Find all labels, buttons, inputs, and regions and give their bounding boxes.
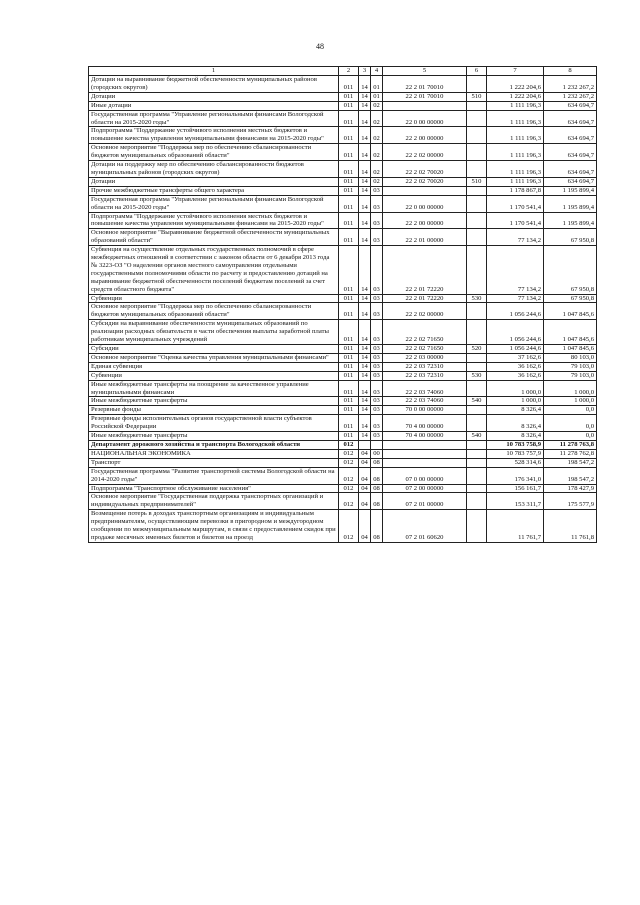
table-row (89, 510, 597, 543)
row-target-code: 22 2 02 71650 (383, 345, 467, 354)
header-row (89, 67, 597, 76)
row-subsection: 03 (371, 415, 383, 432)
row-name: Дотации на поддержку мер по обеспечению сбалансированности бюджетов муниципальных районов (городских округов) (89, 161, 339, 178)
row-target-code: 22 2 03 74060 (383, 380, 467, 397)
row-name: Основное мероприятие "Оценка качества управления муниципальными финансами" (89, 353, 339, 362)
table-row (89, 345, 597, 354)
row-amount-2019: 8 326,4 (487, 432, 544, 441)
row-name: Государственная программа "Развитие транспортной системы Вологодской области на 2014-2020 годы" (89, 467, 339, 484)
row-name: Государственная программа "Управление региональными финансами Вологодской области на 2015-2020 годы" (89, 110, 339, 127)
row-ministry-code: 012 (339, 458, 359, 467)
row-target-code: 22 2 01 72220 (383, 246, 467, 294)
table-row (89, 380, 597, 397)
row-name: Основное мероприятие "Поддержка мер по обеспечению сбалансированности бюджетов муниципальных образований области" (89, 303, 339, 320)
header-cell: 8 (544, 67, 597, 76)
row-ministry-code: 011 (339, 110, 359, 127)
row-expense-type: 540 (467, 397, 487, 406)
row-section: 14 (359, 345, 371, 354)
row-target-code: 07 2 01 00000 (383, 493, 467, 510)
table-row (89, 212, 597, 229)
row-expense-type (467, 362, 487, 371)
row-amount-2020: 1 000,0 (544, 397, 597, 406)
row-target-code: 22 2 01 00000 (383, 229, 467, 246)
row-expense-type: 540 (467, 432, 487, 441)
row-amount-2020: 67 950,8 (544, 246, 597, 294)
row-subsection: 03 (371, 303, 383, 320)
row-expense-type (467, 110, 487, 127)
row-expense-type (467, 195, 487, 212)
row-subsection: 00 (371, 449, 383, 458)
row-name: Основное мероприятие "Государственная поддержка транспортных организаций и индивидуальных предпринимателей" (89, 493, 339, 510)
table-row (89, 493, 597, 510)
row-amount-2020: 175 577,9 (544, 493, 597, 510)
row-target-code: 22 2 00 00000 (383, 127, 467, 144)
table-row (89, 101, 597, 110)
row-name: Иные дотации (89, 101, 339, 110)
row-target-code: 70 4 00 00000 (383, 415, 467, 432)
row-ministry-code: 012 (339, 484, 359, 493)
row-section: 14 (359, 406, 371, 415)
row-target-code (383, 101, 467, 110)
row-subsection: 08 (371, 510, 383, 543)
row-ministry-code: 011 (339, 92, 359, 101)
row-amount-2019: 1 111 196,3 (487, 161, 544, 178)
row-amount-2019: 1 111 196,3 (487, 144, 544, 161)
row-section: 14 (359, 76, 371, 93)
table-row (89, 76, 597, 93)
row-amount-2019: 176 341,0 (487, 467, 544, 484)
row-ministry-code: 011 (339, 127, 359, 144)
row-amount-2019: 1 178 867,8 (487, 186, 544, 195)
row-amount-2020: 178 427,9 (544, 484, 597, 493)
row-expense-type (467, 161, 487, 178)
table-row (89, 458, 597, 467)
row-section: 14 (359, 353, 371, 362)
row-amount-2020: 634 694,7 (544, 101, 597, 110)
row-expense-type (467, 212, 487, 229)
row-expense-type: 530 (467, 371, 487, 380)
row-amount-2020: 1 047 845,6 (544, 320, 597, 345)
row-name: Субвенция на осуществление отдельных государственных полномочий в сфере межбюджетных отношений в соответствии с законом области от 6 декабря 2013 года № 3223-ОЗ "О наделении органов местного самоуправления отдельными государственными полномочиями области по расчету и предоставлению дотаций на выравнивание бюджетной обеспеченности поселений бюджетам поселений за счет средств областного бюджета" (89, 246, 339, 294)
row-subsection: 03 (371, 320, 383, 345)
table-row (89, 294, 597, 303)
table-row (89, 110, 597, 127)
row-ministry-code: 011 (339, 195, 359, 212)
row-ministry-code: 012 (339, 440, 359, 449)
row-amount-2020: 67 950,8 (544, 229, 597, 246)
row-amount-2019: 1 170 541,4 (487, 195, 544, 212)
table-row (89, 362, 597, 371)
row-name: Прочие межбюджетные трансферты общего характера (89, 186, 339, 195)
row-section: 14 (359, 212, 371, 229)
row-amount-2019: 36 162,6 (487, 371, 544, 380)
table-row (89, 144, 597, 161)
row-subsection: 03 (371, 371, 383, 380)
row-amount-2020: 1 047 845,6 (544, 345, 597, 354)
row-amount-2019: 8 326,4 (487, 415, 544, 432)
row-section: 04 (359, 449, 371, 458)
row-ministry-code: 012 (339, 510, 359, 543)
row-section: 14 (359, 362, 371, 371)
row-name: Транспорт (89, 458, 339, 467)
row-ministry-code: 011 (339, 345, 359, 354)
row-section: 14 (359, 320, 371, 345)
row-expense-type: 530 (467, 294, 487, 303)
row-subsection: 02 (371, 161, 383, 178)
table-row (89, 320, 597, 345)
row-target-code: 22 2 03 72310 (383, 371, 467, 380)
row-ministry-code: 012 (339, 449, 359, 458)
row-amount-2019: 1 222 204,6 (487, 76, 544, 93)
row-subsection: 03 (371, 212, 383, 229)
row-subsection: 03 (371, 353, 383, 362)
row-amount-2019: 1 111 196,3 (487, 101, 544, 110)
table-row (89, 246, 597, 294)
row-name: Резервные фонды исполнительных органов государственной власти субъектов Российской Федерации (89, 415, 339, 432)
row-amount-2019: 1 000,0 (487, 397, 544, 406)
row-section: 14 (359, 161, 371, 178)
row-amount-2020: 0,0 (544, 406, 597, 415)
table-row (89, 449, 597, 458)
row-section: 14 (359, 380, 371, 397)
row-amount-2020: 1 195 899,4 (544, 195, 597, 212)
row-amount-2020: 0,0 (544, 415, 597, 432)
table-row (89, 195, 597, 212)
row-ministry-code: 011 (339, 406, 359, 415)
row-name: Подпрограмма "Поддержание устойчивого исполнения местных бюджетов и повышение качества управления муниципальными финансами на 2015-2020 годы" (89, 212, 339, 229)
row-expense-type (467, 467, 487, 484)
row-amount-2019: 36 162,6 (487, 362, 544, 371)
row-subsection: 02 (371, 144, 383, 161)
row-name: Дотации (89, 92, 339, 101)
row-ministry-code: 011 (339, 397, 359, 406)
row-target-code: 22 0 00 00000 (383, 110, 467, 127)
row-subsection: 01 (371, 76, 383, 93)
row-subsection: 02 (371, 101, 383, 110)
row-target-code: 07 0 00 00000 (383, 467, 467, 484)
row-expense-type (467, 229, 487, 246)
row-amount-2019: 77 134,2 (487, 294, 544, 303)
row-section: 14 (359, 92, 371, 101)
row-amount-2020: 1 232 267,2 (544, 92, 597, 101)
row-amount-2019: 10 783 757,9 (487, 449, 544, 458)
row-expense-type (467, 353, 487, 362)
row-expense-type (467, 246, 487, 294)
row-section: 14 (359, 229, 371, 246)
row-ministry-code: 011 (339, 161, 359, 178)
row-amount-2019: 153 311,7 (487, 493, 544, 510)
row-amount-2020: 1 232 267,2 (544, 76, 597, 93)
row-amount-2020: 634 694,7 (544, 161, 597, 178)
row-expense-type: 510 (467, 177, 487, 186)
row-expense-type (467, 493, 487, 510)
row-section: 14 (359, 144, 371, 161)
row-amount-2019: 1 000,0 (487, 380, 544, 397)
row-amount-2020: 80 103,0 (544, 353, 597, 362)
row-expense-type (467, 320, 487, 345)
row-subsection: 08 (371, 484, 383, 493)
row-target-code: 22 2 01 70010 (383, 92, 467, 101)
row-section: 14 (359, 177, 371, 186)
row-ministry-code: 011 (339, 76, 359, 93)
row-subsection: 03 (371, 229, 383, 246)
row-ministry-code: 011 (339, 353, 359, 362)
row-ministry-code: 011 (339, 320, 359, 345)
row-expense-type (467, 101, 487, 110)
row-expense-type (467, 484, 487, 493)
row-section: 14 (359, 303, 371, 320)
row-subsection: 03 (371, 406, 383, 415)
row-amount-2020: 1 195 899,4 (544, 186, 597, 195)
row-name: Резервные фонды (89, 406, 339, 415)
table-row (89, 161, 597, 178)
row-target-code: 22 2 02 71650 (383, 320, 467, 345)
row-expense-type: 510 (467, 92, 487, 101)
row-amount-2019: 8 326,4 (487, 406, 544, 415)
row-amount-2020: 634 694,7 (544, 127, 597, 144)
row-ministry-code: 011 (339, 101, 359, 110)
row-ministry-code: 011 (339, 371, 359, 380)
row-target-code (383, 186, 467, 195)
row-expense-type (467, 76, 487, 93)
row-subsection: 08 (371, 467, 383, 484)
row-amount-2020: 1 047 845,6 (544, 303, 597, 320)
row-amount-2020: 79 103,0 (544, 371, 597, 380)
row-expense-type: 520 (467, 345, 487, 354)
header-cell: 4 (371, 67, 383, 76)
row-name: Дотации на выравнивание бюджетной обеспеченности муниципальных районов (городских округов) (89, 76, 339, 93)
row-subsection: 03 (371, 294, 383, 303)
row-ministry-code: 011 (339, 415, 359, 432)
row-amount-2019: 10 783 758,9 (487, 440, 544, 449)
row-subsection: 03 (371, 246, 383, 294)
row-expense-type (467, 144, 487, 161)
row-expense-type (467, 380, 487, 397)
row-section: 04 (359, 510, 371, 543)
row-name: Возмещение потерь в доходах транспортным организациям и индивидуальным предпринимателям, осуществляющим перевозки в пригородном и междугородном сообщении по межмуниципальным маршрутам, в связи с предоставлением скидок при продаже месячных именных билетов и билетов на проезд (89, 510, 339, 543)
row-name: Субвенции (89, 294, 339, 303)
row-subsection: 03 (371, 186, 383, 195)
row-ministry-code: 011 (339, 144, 359, 161)
row-subsection: 03 (371, 380, 383, 397)
row-amount-2020: 1 195 899,4 (544, 212, 597, 229)
row-amount-2020: 634 694,7 (544, 110, 597, 127)
row-target-code (383, 440, 467, 449)
row-amount-2020: 11 278 763,8 (544, 440, 597, 449)
row-target-code: 22 2 01 70010 (383, 76, 467, 93)
header-cell: 7 (487, 67, 544, 76)
header-cell: 2 (339, 67, 359, 76)
row-amount-2019: 1 111 196,3 (487, 127, 544, 144)
row-target-code: 70 0 00 00000 (383, 406, 467, 415)
row-amount-2019: 1 056 244,6 (487, 303, 544, 320)
row-name: Единая субвенция (89, 362, 339, 371)
row-subsection: 02 (371, 110, 383, 127)
row-subsection: 03 (371, 195, 383, 212)
row-amount-2019: 1 111 196,3 (487, 177, 544, 186)
row-amount-2020: 634 694,7 (544, 144, 597, 161)
row-amount-2019: 1 111 196,3 (487, 110, 544, 127)
row-subsection: 08 (371, 493, 383, 510)
row-section: 14 (359, 415, 371, 432)
row-expense-type (467, 415, 487, 432)
row-target-code: 22 2 01 72220 (383, 294, 467, 303)
row-amount-2020: 198 547,2 (544, 458, 597, 467)
row-name: Дотации (89, 177, 339, 186)
row-expense-type (467, 303, 487, 320)
row-target-code: 07 2 01 60620 (383, 510, 467, 543)
row-section: 14 (359, 101, 371, 110)
row-section: 14 (359, 195, 371, 212)
table-row (89, 371, 597, 380)
row-section: 14 (359, 371, 371, 380)
row-target-code: 22 0 00 00000 (383, 195, 467, 212)
row-amount-2020: 11 761,8 (544, 510, 597, 543)
row-expense-type (467, 186, 487, 195)
table-row (89, 406, 597, 415)
table-row (89, 432, 597, 441)
row-section: 14 (359, 186, 371, 195)
row-ministry-code: 011 (339, 362, 359, 371)
row-section: 14 (359, 110, 371, 127)
row-name: Иные межбюджетные трансферты на поощрение за качественное управление муниципальными финансами (89, 380, 339, 397)
row-section: 14 (359, 294, 371, 303)
row-target-code: 22 2 03 72310 (383, 362, 467, 371)
row-target-code: 22 2 02 00000 (383, 144, 467, 161)
table-row (89, 303, 597, 320)
row-amount-2020: 634 694,7 (544, 177, 597, 186)
table-row (89, 186, 597, 195)
row-section: 14 (359, 397, 371, 406)
row-amount-2020: 0,0 (544, 432, 597, 441)
row-ministry-code: 011 (339, 246, 359, 294)
row-ministry-code: 011 (339, 212, 359, 229)
row-target-code: 22 2 00 00000 (383, 212, 467, 229)
row-ministry-code: 011 (339, 432, 359, 441)
header-cell: 1 (89, 67, 339, 76)
page-number: 48 (316, 42, 324, 51)
row-amount-2019: 156 161,7 (487, 484, 544, 493)
row-amount-2019: 1 222 204,6 (487, 92, 544, 101)
row-subsection: 01 (371, 92, 383, 101)
row-target-code: 70 4 00 00000 (383, 432, 467, 441)
row-expense-type (467, 510, 487, 543)
row-section: 04 (359, 458, 371, 467)
row-ministry-code: 011 (339, 294, 359, 303)
table-row (89, 467, 597, 484)
row-name: Департамент дорожного хозяйства и транспорта Вологодской области (89, 440, 339, 449)
row-subsection: 02 (371, 177, 383, 186)
row-ministry-code: 011 (339, 303, 359, 320)
row-target-code: 22 2 02 70020 (383, 161, 467, 178)
row-target-code (383, 449, 467, 458)
row-section: 04 (359, 493, 371, 510)
row-section (359, 440, 371, 449)
row-amount-2020: 1 000,0 (544, 380, 597, 397)
row-target-code: 22 2 02 00000 (383, 303, 467, 320)
row-ministry-code: 011 (339, 177, 359, 186)
row-amount-2019: 528 314,6 (487, 458, 544, 467)
row-amount-2020: 67 950,8 (544, 294, 597, 303)
row-section: 14 (359, 432, 371, 441)
row-subsection (371, 440, 383, 449)
table-row (89, 484, 597, 493)
table-row (89, 440, 597, 449)
row-ministry-code: 011 (339, 380, 359, 397)
row-name: Основное мероприятие "Поддержка мер по обеспечению сбалансированности бюджетов муниципальных образований области" (89, 144, 339, 161)
row-expense-type (467, 449, 487, 458)
row-name: Иные межбюджетные трансферты (89, 432, 339, 441)
row-section: 14 (359, 246, 371, 294)
row-name: Иные межбюджетные трансферты (89, 397, 339, 406)
row-target-code: 22 2 02 70020 (383, 177, 467, 186)
table-row (89, 127, 597, 144)
table-row (89, 397, 597, 406)
row-subsection: 03 (371, 362, 383, 371)
header-cell: 6 (467, 67, 487, 76)
row-amount-2019: 1 056 244,6 (487, 320, 544, 345)
header-cell: 5 (383, 67, 467, 76)
row-amount-2019: 1 170 541,4 (487, 212, 544, 229)
row-ministry-code: 011 (339, 186, 359, 195)
row-expense-type (467, 406, 487, 415)
row-subsection: 03 (371, 397, 383, 406)
row-section: 04 (359, 484, 371, 493)
row-section: 04 (359, 467, 371, 484)
row-target-code (383, 458, 467, 467)
row-target-code: 22 2 03 74060 (383, 397, 467, 406)
row-name: НАЦИОНАЛЬНАЯ ЭКОНОМИКА (89, 449, 339, 458)
row-expense-type (467, 458, 487, 467)
row-name: Подпрограмма "Поддержание устойчивого исполнения местных бюджетов и повышение качества управления муниципальными финансами на 2015-2020 годы" (89, 127, 339, 144)
row-amount-2019: 37 162,6 (487, 353, 544, 362)
table-row (89, 92, 597, 101)
row-amount-2019: 77 134,2 (487, 229, 544, 246)
row-subsection: 03 (371, 432, 383, 441)
row-subsection: 02 (371, 127, 383, 144)
table-row (89, 229, 597, 246)
row-expense-type (467, 440, 487, 449)
table-row (89, 415, 597, 432)
budget-table (88, 66, 597, 543)
row-subsection: 08 (371, 458, 383, 467)
row-name: Подпрограмма "Транспортное обслуживание населения" (89, 484, 339, 493)
header-cell: 3 (359, 67, 371, 76)
table-row (89, 177, 597, 186)
row-name: Основное мероприятие "Выравнивание бюджетной обеспеченности муниципальных образований области" (89, 229, 339, 246)
row-amount-2019: 77 134,2 (487, 246, 544, 294)
row-ministry-code: 011 (339, 229, 359, 246)
row-subsection: 03 (371, 345, 383, 354)
row-name: Субсидии на выравнивание обеспеченности муниципальных образований по реализации расходных обязательств в части обеспечения выплаты заработной платы работникам муниципальных учреждений (89, 320, 339, 345)
row-ministry-code: 012 (339, 467, 359, 484)
row-section: 14 (359, 127, 371, 144)
row-target-code: 07 2 00 00000 (383, 484, 467, 493)
row-amount-2020: 198 547,2 (544, 467, 597, 484)
row-target-code: 22 2 03 00000 (383, 353, 467, 362)
row-name: Государственная программа "Управление региональными финансами Вологодской области на 2015-2020 годы" (89, 195, 339, 212)
row-amount-2019: 1 056 244,6 (487, 345, 544, 354)
row-amount-2019: 11 761,7 (487, 510, 544, 543)
row-expense-type (467, 127, 487, 144)
row-amount-2020: 11 278 762,8 (544, 449, 597, 458)
row-name: Субвенции (89, 371, 339, 380)
table-row (89, 353, 597, 362)
row-name: Субсидии (89, 345, 339, 354)
row-amount-2020: 79 103,0 (544, 362, 597, 371)
row-ministry-code: 012 (339, 493, 359, 510)
